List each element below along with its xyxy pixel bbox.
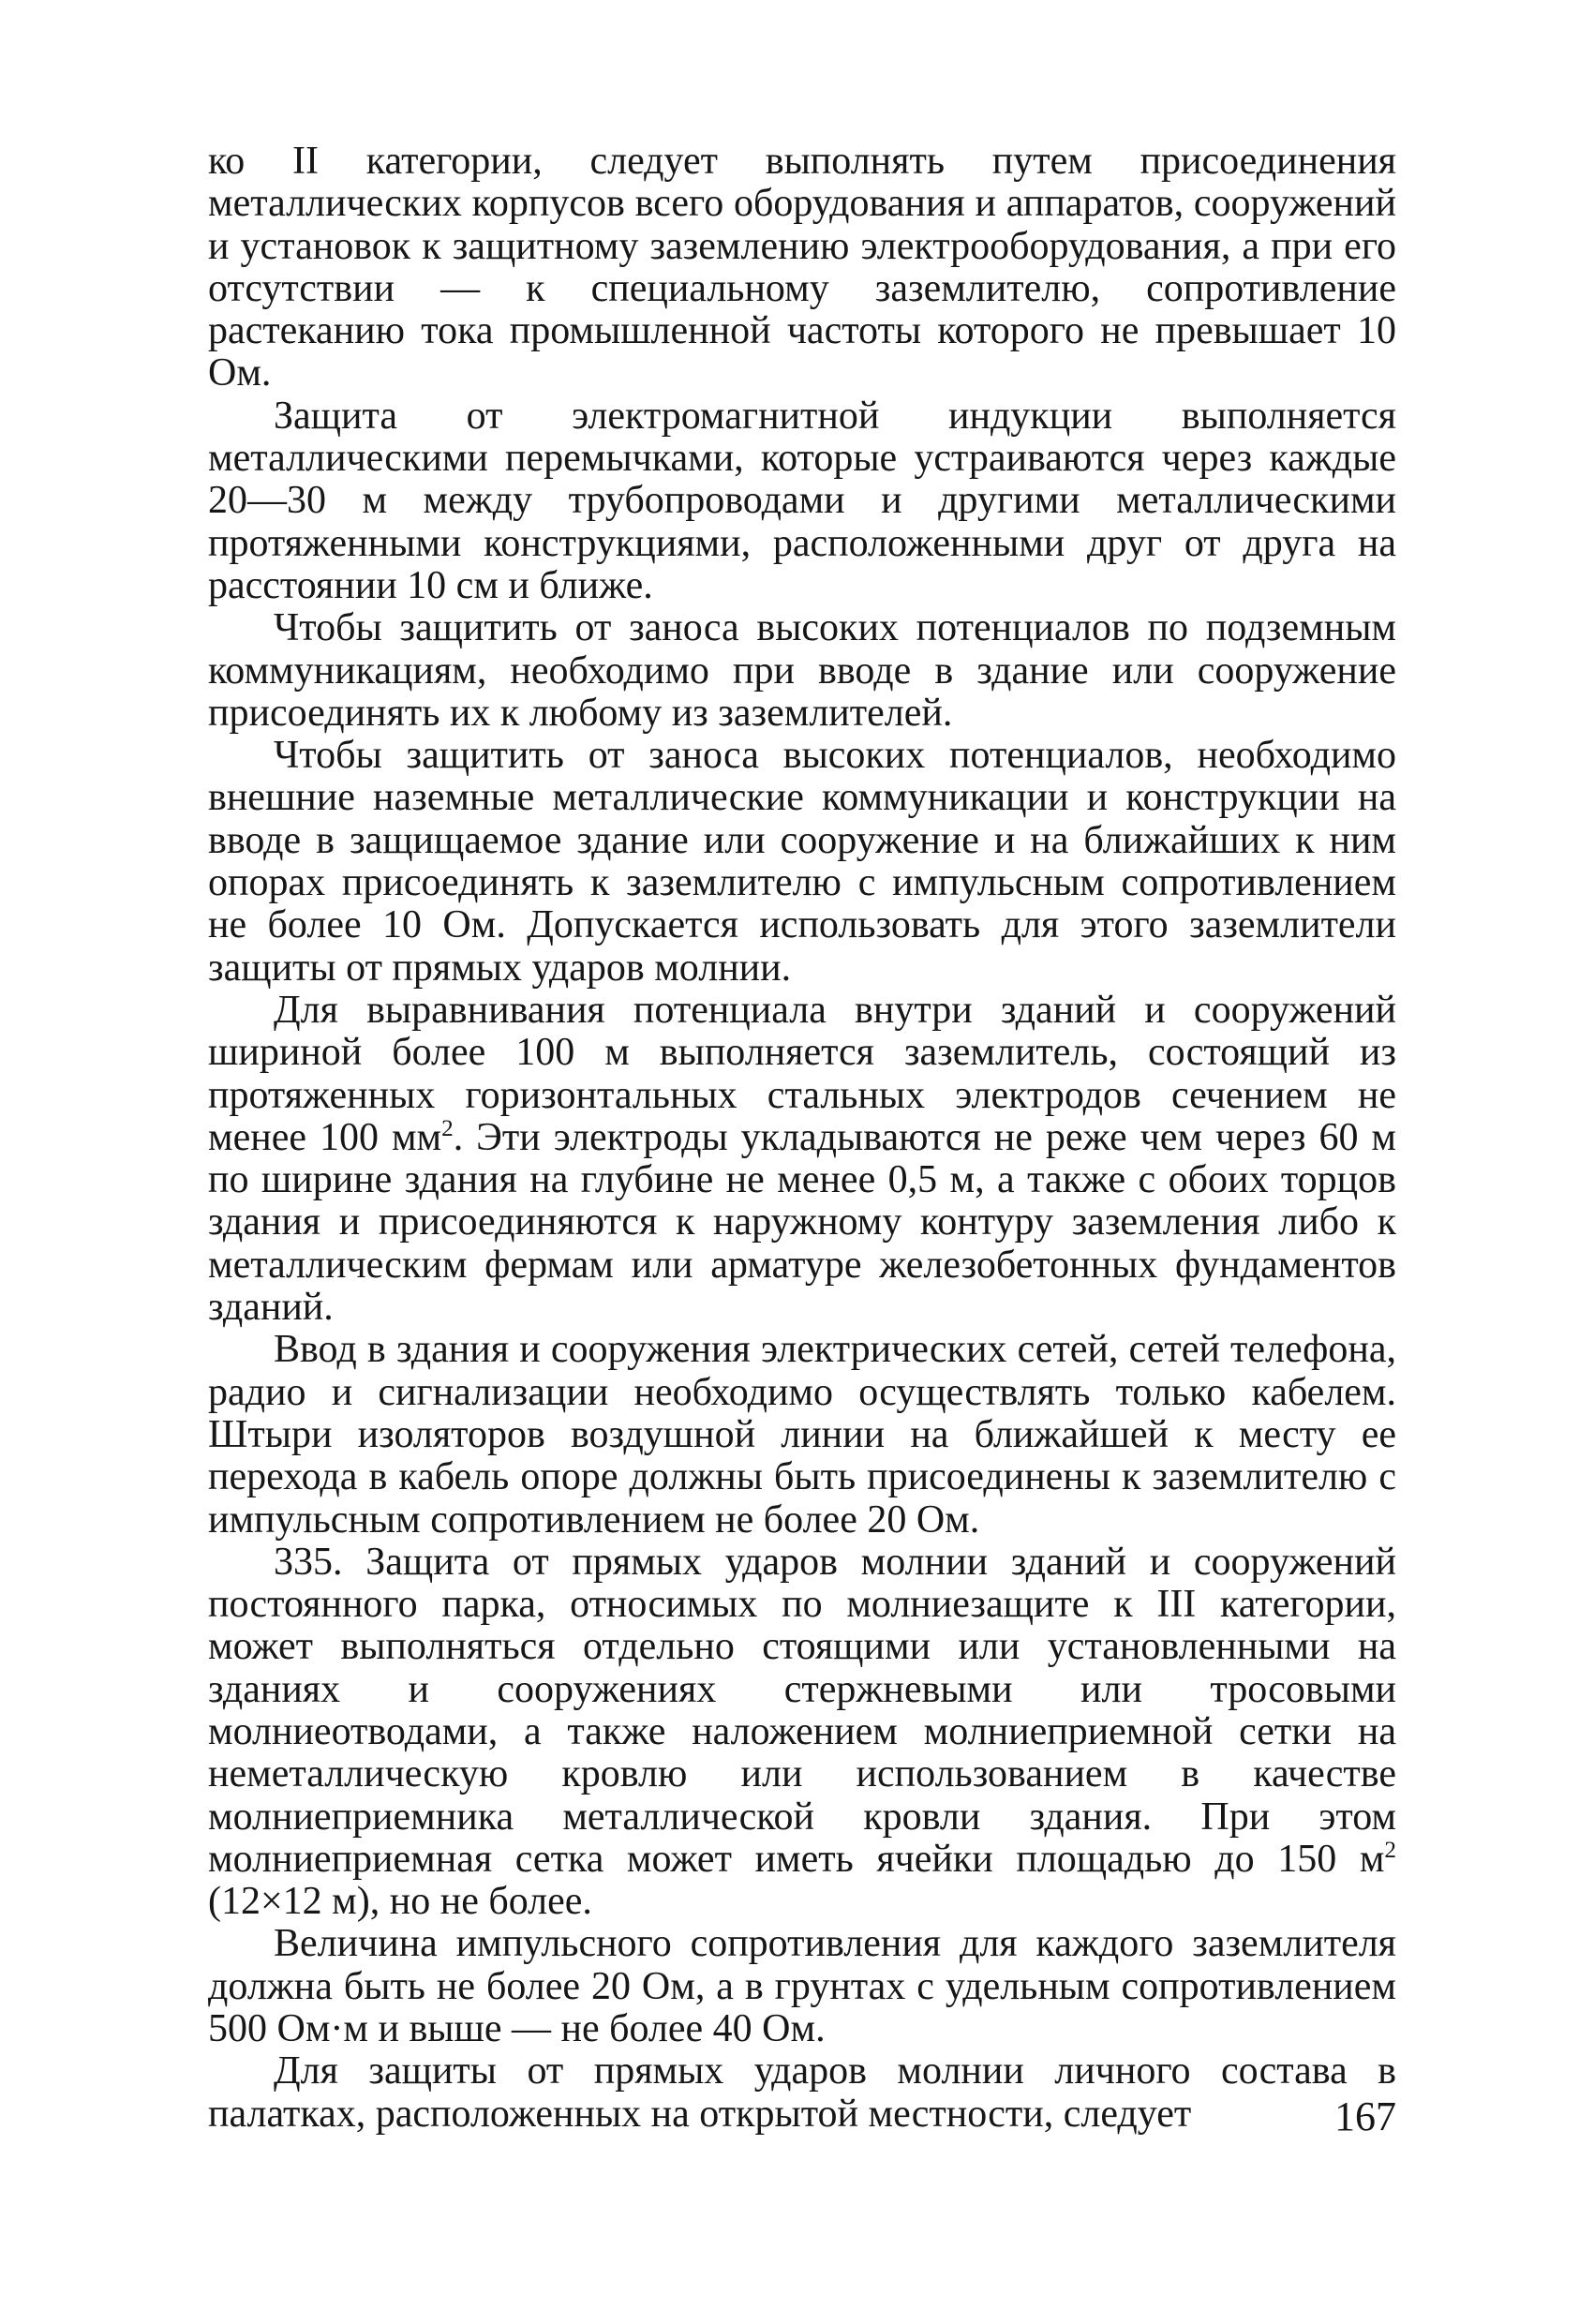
superscript-2: 2 — [441, 1115, 454, 1141]
page-body — [208, 141, 1396, 2136]
paragraph-7-text-a: 335. Защита от прямых ударов молнии зданий и сооружений постоянного парка, относимых по молниезащите к III категории, может выполняться отдельно стоящими или установленными на зданиях и сооружениях стержневыми или тросовыми молниеотводами, а также наложением молниеприемной сетки на неметаллическую кровлю или использованием в качестве молниеприемника металлической кровли здания. При этом молниеприемная сетка может иметь ячейки площадью до 150 м — [208, 1540, 1396, 1881]
paragraph-6: Ввод в здания и сооружения электрических сетей, сетей телефона, радио и сигнализации необходимо осуществлять только кабелем. Штыри изоляторов воздушной линии на ближайшей к месту ее перехода в кабель опоре должны быть присоединены к заземлителю с импульсным сопротивлением не более 20 Ом. — [208, 1328, 1396, 1542]
paragraph-7-text-b: (12×12 м), но не более. — [208, 1880, 592, 1924]
paragraph-3: Чтобы защитить от заноса высоких потенциалов по подземным коммуникациям, необходимо при вводе в здание или сооружение присоединять их к любому из заземлителей. — [208, 606, 1396, 735]
paragraph-5-text-b: . Эти электроды укладываются не реже чем через 60 м по ширине здания на глубине не менее 0,5 м, а также с обоих торцов здания и присоединяются к наружному контуру заземления либо к металлическим фермам или арматуре железобетонных фундаментов зданий. — [208, 1115, 1397, 1330]
paragraph-8: Величина импульсного сопротивления для каждого заземлителя должна быть не более 20 Ом, а в грунтах с удельным сопротивлением 500 Ом·м и выше — не более 40 Ом. — [208, 1922, 1396, 2051]
paragraph-1: ко II категории, следует выполнять путем присоединения металлических корпусов всего оборудования и аппаратов, сооружений и установок к защитному заземлению электрооборудования, а при его отсутствии — к специальному заземлителю, сопротивление растеканию тока промышленной частоты которого не превышает 10 Ом. — [208, 140, 1396, 395]
page-number: 167 — [1334, 2093, 1396, 2139]
paragraph-5 — [208, 990, 1396, 1329]
paragraph-2: Защита от электромагнитной индукции выполняется металлическими перемычками, которые устраиваются через каждые 20—30 м между трубопроводами и другими металлическими протяженными конструкциями, расположенными друг от друга на расстоянии 10 см и ближе. — [208, 394, 1396, 607]
paragraph-5-text-a: Для выравнивания потенциала внутри зданий и сооружений шириной более 100 м выполняется заземлитель, состоящий из протяженных горизонтальных стальных электродов сечением не менее 100 мм — [208, 988, 1396, 1159]
paragraph-4: Чтобы защитить от заноса высоких потенциалов, необходимо внешние наземные металлические коммуникации и конструкции на вводе в защищаемое здание или сооружение и на ближайших к ним опорах присоединять к заземлителю с импульсным сопротивлением не более 10 Ом. Допускается использовать для этого заземлители защиты от прямых ударов молнии. — [208, 734, 1396, 990]
paragraph-9: Для защиты от прямых ударов молнии личного состава в палатках, расположенных на открытой местности, следует — [208, 2049, 1396, 2136]
superscript-2: 2 — [1384, 1837, 1396, 1863]
paragraph-7 — [208, 1542, 1396, 1924]
